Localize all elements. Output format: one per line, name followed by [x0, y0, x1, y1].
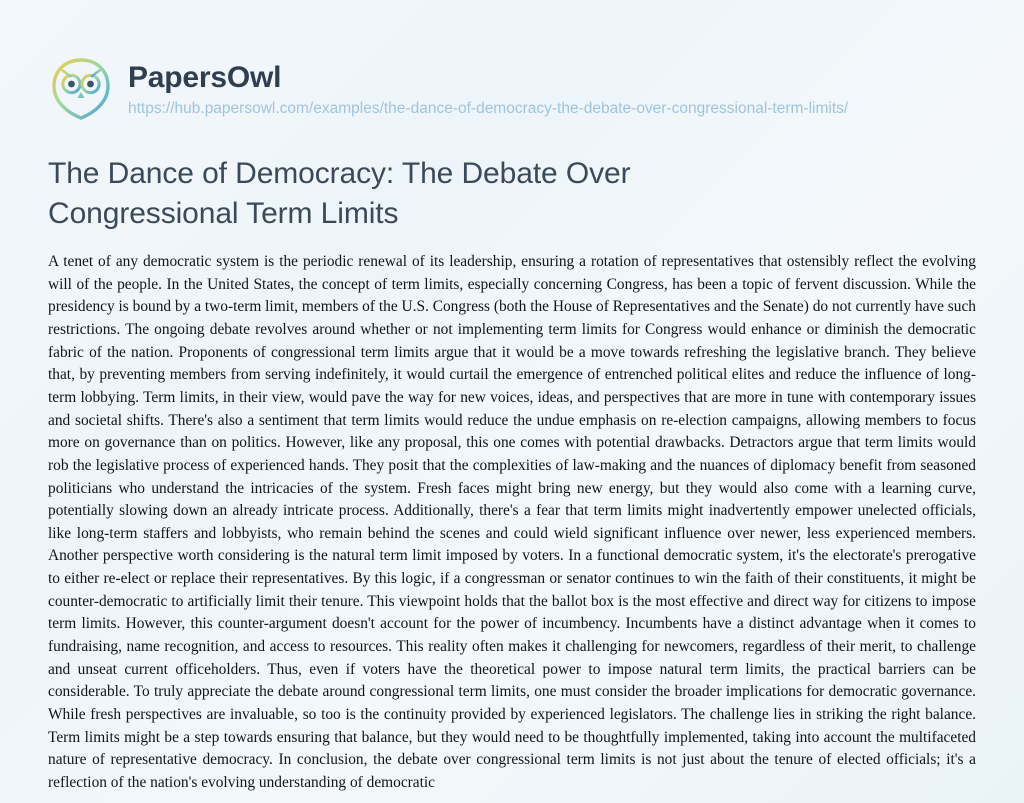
document-body-text: A tenet of any democratic system is the periodic renewal of its leadership, ensuring a rotation of representatives that ostensibly reflect the evolving will of the people. In the United States, the concept of term limits, especially concerning Congress, has been a topic of fervent discussion. While the presidency is bound by a two-term limit, members of the U.S. Congress (both the House of Representatives and the Senate) do not currently have such restrictions. The ongoing debate revolves around whether or not implementing term limits for Congress would enhance or diminish the democratic fabric of the nation. Proponents of congressional term limits argue that it would be a move towards refreshing the legislative branch. They believe that, by preventing members from serving indefinitely, it would curtail the emergence of entrenched political elites and reduce the influence of long-term lobbying. Term limits, in their view, would pave the way for new voices, ideas, and perspectives that are more in tune with contemporary issues and societal shifts. There's also a sentiment that term limits would reduce the undue emphasis on re-election campaigns, allowing members to focus more on governance than on politics. However, like any proposal, this one comes with potential drawbacks. Detractors argue that term limits would rob the legislative process of experienced hands. They posit that the complexities of law-making and the nuances of diplomacy benefit from seasoned politicians who understand the intricacies of the system. Fresh faces might bring new energy, but they would also come with a learning curve, potentially slowing down an already intricate process. Additionally, there's a fear that term limits might inadvertently empower unelected officials, like long-term staffers and lobbyists, who remain behind the scenes and could wield significant influence over newer, less experienced members. Another perspective worth considering is the natural term limit imposed by voters. In a functional democratic system, it's the electorate's prerogative to either re-elect or replace their representatives. By this logic, if a congressman or senator continues to win the faith of their constituents, it might be counter-democratic to artificially limit their tenure. This viewpoint holds that the ballot box is the most effective and direct way for citizens to impose term limits. However, this counter-argument doesn't account for the power of incumbency. Incumbents have a distinct advantage when it comes to fundraising, name recognition, and access to resources. This reality often makes it challenging for newcomers, regardless of their merit, to challenge and unseat current officeholders. Thus, even if voters have the theoretical power to impose natural term limits, the practical barriers can be considerable. To truly appreciate the debate around congressional term limits, one must consider the broader implications for democratic governance. While fresh perspectives are invaluable, so too is the continuity provided by experienced legislators. The challenge lies in striking the right balance. Term limits might be a step towards ensuring that balance, but they would need to be thoughtfully implemented, taking into account the multifaceted nature of representative democracy. In conclusion, the debate over congressional term limits is not just about the tenure of elected officials; it's a reflection of the nation's evolving understanding of democratic	[48, 253, 976, 791]
brand-block	[128, 52, 848, 120]
site-header	[0, 0, 1024, 120]
source-url[interactable]: https://hub.papersowl.com/examples/the-dance-of-democracy-the-debate-over-congressional-term-limits/	[128, 99, 849, 117]
brand-name: PapersOwl	[128, 61, 282, 94]
owl-logo-icon	[48, 56, 114, 122]
page-title: The Dance of Democracy: The Debate Over Congressional Term Limits	[48, 156, 631, 230]
